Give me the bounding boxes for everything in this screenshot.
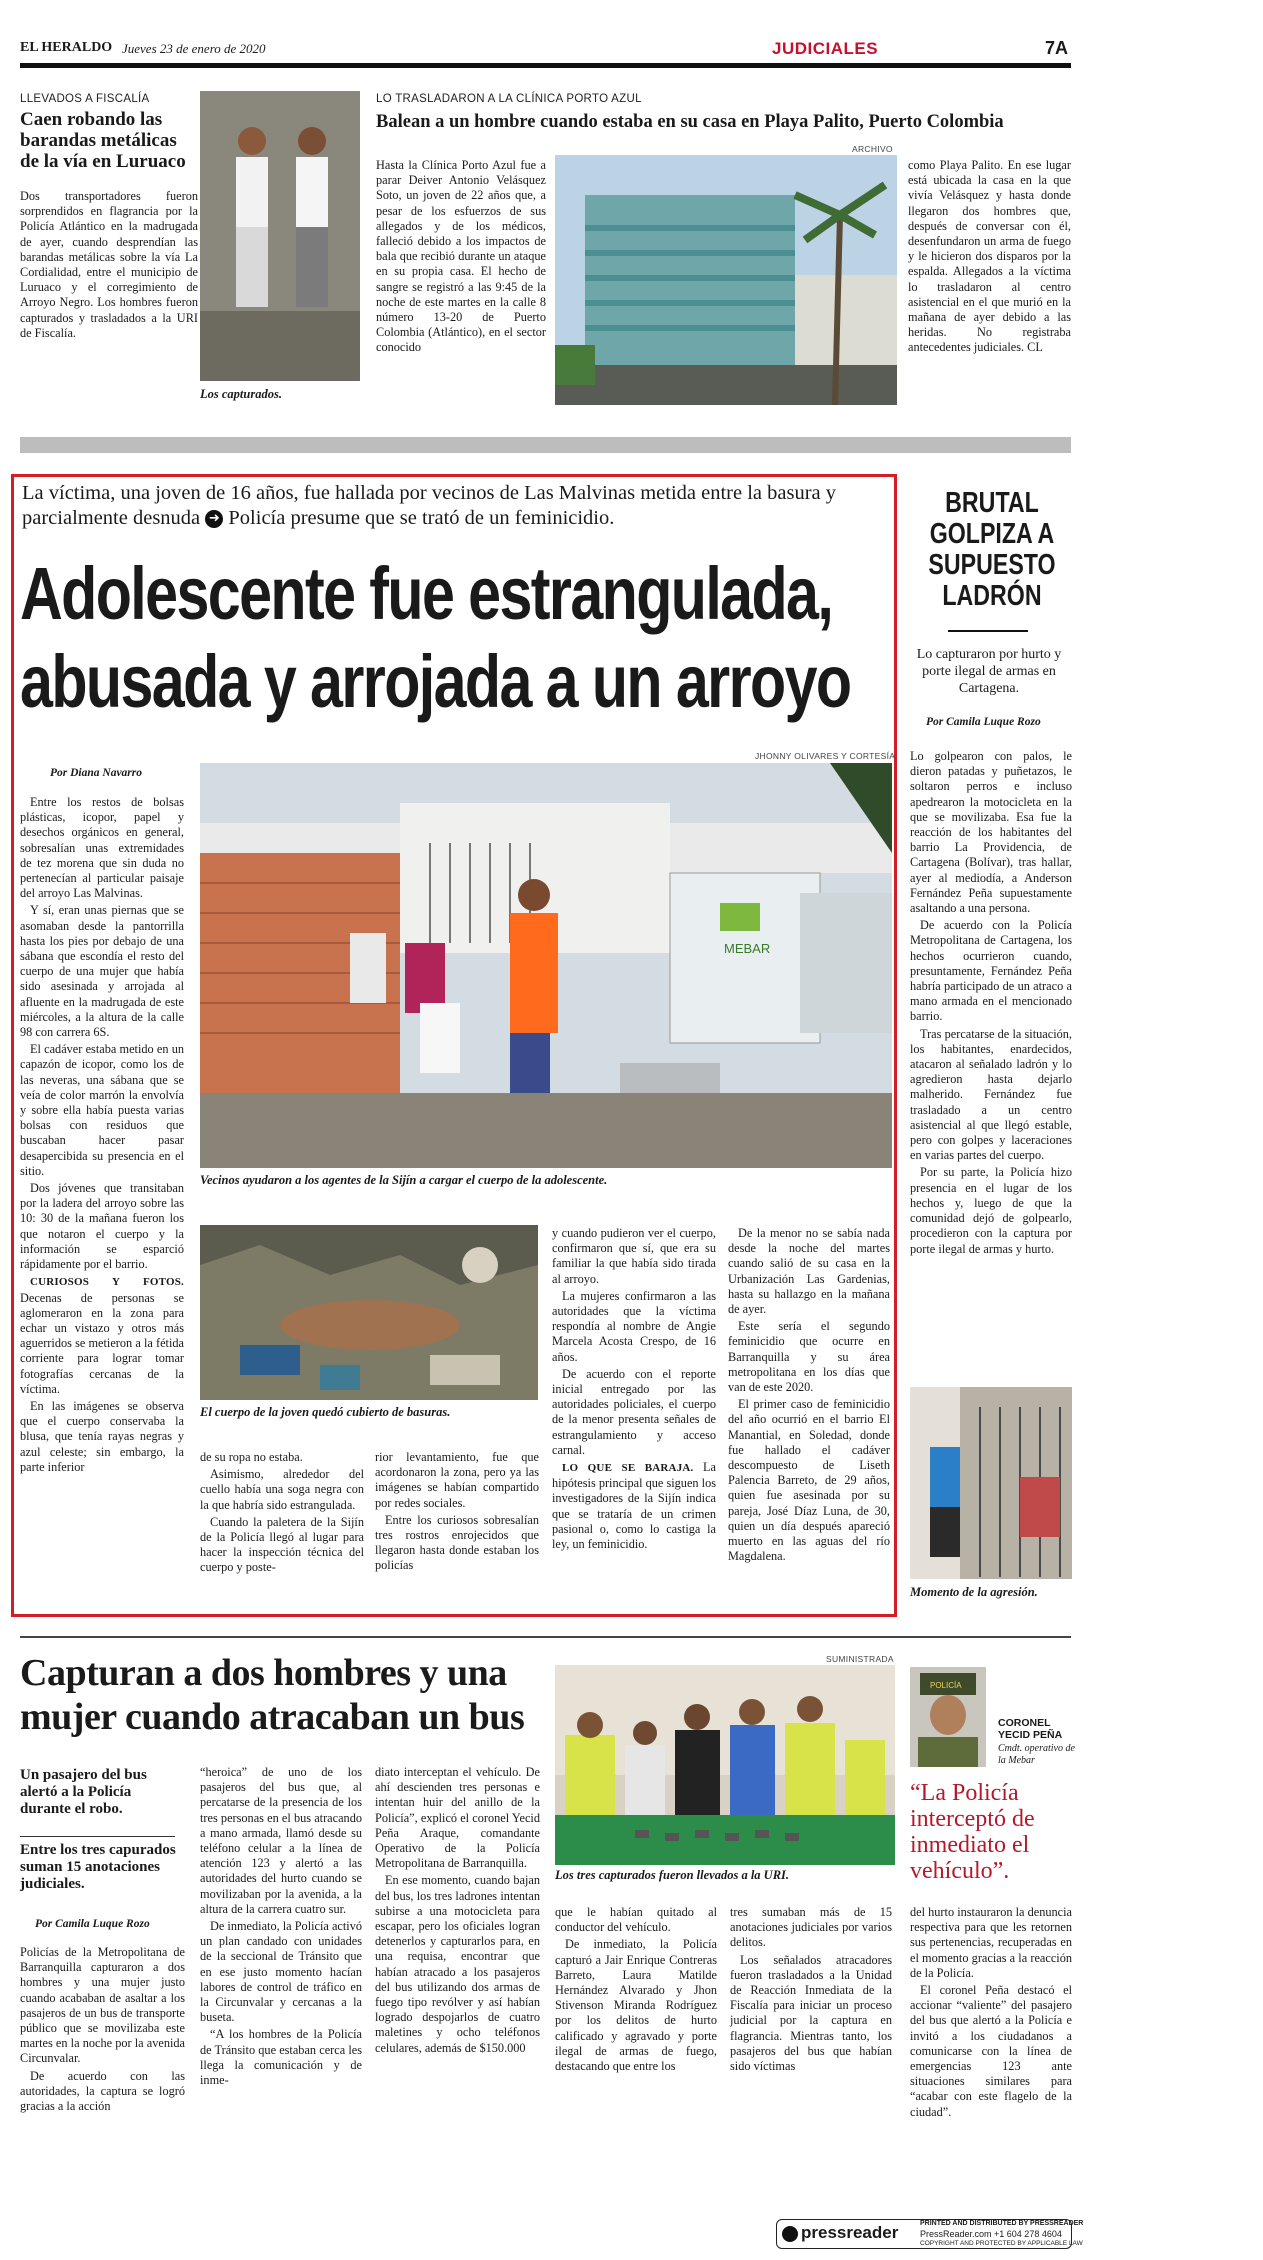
section-separator <box>20 437 1071 453</box>
bus-col2: “heroica” de uno de los pasajeros del bus que, al percatarse de la presencia de los tres personas en el bus atracando a mano armada, llamó desde su teléfono celular a la línea de atención 123 y alertó a las autoridades del hurto cuando se movilizaban por la avenida, a la altura de la carrera cuatro sur. De inmediato, la Policía activó un plan candado con unidades de la seccional de Tránsito que en ese justo momento hacían labores de control de tráfico en la Circunvalar y cercanas a la buseta. “A los hombres de la Policía de Tránsito que estaban cerca les llega la comunicación y de inme- <box>200 1765 362 2088</box>
page-number: 7A <box>1045 38 1069 58</box>
bus-headline: Capturan a dos hombres y una mujer cuando atracaban un bus <box>20 1652 525 1738</box>
story2-kicker: LO TRASLADARON A LA CLÍNICA PORTO AZUL <box>376 93 642 105</box>
main-col4: y cuando pudieron ver el cuerpo, confirmaron que sí, que era su familiar la que había sido tirada al arroyo. La mujeres confirmaron a las autoridades que la víctima respondía al nombre de Angie Marcela Acosta Crespo, de 16 años. De acuerdo con el reporte inicial entregado por las autoridades policiales, el cuerpo de la menor presenta señales de estrangulamiento y acceso carnal. LO QUE SE BARAJA. La hipótesis principal que siguen los investigadores de la Sijín indica que se trataría de un crimen pasional o, como lo castiga la ley, un feminicidio. <box>552 1226 716 1552</box>
side-body: Lo golpearon con palos, le dieron patadas y puñetazos, le soltaron perros e incluso apedrearon la motocicleta en la que se movilizaba. Esa fue la reacción de los habitantes del barrio La Providencia, de Cartagena (Bolívar), tras hallar, ayer al mediodía, a Anderson Fernández Peña supuestamente asaltando a una persona. De acuerdo con la Policía Metropolitana de Cartagena, los hechos ocurrieron cuando, presuntamente, Fernández Peña habría participado de un atraco a mano armada en el mencionado barrio. Tras percatarse de la situación, los habitantes, enardecidos, atacaron al señalado ladrón y lo agredieron hasta dejarlo malherido. Fernández fue trasladado a un centro asistencial al que llegó estable, pero con golpes y laceraciones en varias partes del cuerpo. Por su parte, la Policía hizo presencia en el lugar de los hechos y, luego de que la comunidad dejó de golpearlo, procedieron con la captura por porte ilegal de armas y hurto. <box>910 749 1072 1256</box>
side-photo <box>910 1387 1072 1579</box>
main-col4-lead: LO QUE SE BARAJA. <box>562 1462 694 1475</box>
side-headline: BRUTAL GOLPIZA A SUPUESTO LADRÓN <box>928 487 1056 612</box>
main-col3: rior levantamiento, fue que acordonaron la zona, pero ya las imágenes se habían compartido por redes sociales. Entre los curiosos sobresalían tres rostros enrojecidos que llegaron hasta donde estaban los policías <box>375 1450 539 1573</box>
side-rule <box>948 630 1028 632</box>
bus-deck2: Entre los tres capurados suman 15 anotaciones judiciales. <box>20 1842 176 1892</box>
main-headline-line1: Adolescente fue estrangulada, <box>20 552 833 635</box>
main-photo-caption: Vecinos ayudaron a los agentes de la Sijín a cargar el cuerpo de la adolescente. <box>200 1173 608 1187</box>
main-headline-line2: abusada y arrojada a un arroyo <box>20 640 851 723</box>
main-deck-conclusion: Policía presume que se trató de un feminicidio. <box>228 507 615 529</box>
bus-photo <box>555 1665 895 1865</box>
bus-top-rule <box>20 1636 1071 1638</box>
main-photo-body <box>200 1225 538 1400</box>
story2-col2: como Playa Palito. En ese lugar está ubicada la casa en la que vivía Velásquez y hasta donde llegaron dos hombres que, después de conversar con él, desenfundaron un arma de fuego y le hicieron dos disparos por la espalda. Allegados a la víctima lo trasladaron al centro asistencial en el que murió en la mañana de ayer debido a las heridas. No registraba antecedentes judiciales. CL <box>908 158 1071 355</box>
bus-photo-credit: SUMINISTRADA <box>826 1654 894 1664</box>
story2-credit: ARCHIVO <box>852 144 893 154</box>
side-byline: Por Camila Luque Rozo <box>926 716 1041 728</box>
bus-col1: Policías de la Metropolitana de Barranquilla capturaron a dos hombres y una mujer justo cuando acababan de asaltar a los pasajeros de un bus de transporte público que se movilizaba este martes en la noche por la avenida Circunvalar. De acuerdo con las autoridades, la captura se logró gracias a la acción <box>20 1945 185 2114</box>
pressreader-line1: PRINTED AND DISTRIBUTED BY PRESSREADER <box>920 2220 1084 2227</box>
pressreader-logo <box>782 2223 898 2243</box>
police-cap-label: POLICÍA <box>930 1681 962 1690</box>
masthead: EL HERALDO <box>20 40 113 55</box>
bus-col5: tres sumaban más de 15 anotaciones judiciales por varios delitos. Los señalados atracadores fueron trasladados a la Unidad de Reacción Inmediata de la Fiscalía para iniciar un proceso judicial por la captura en flagrancia. Mientras tanto, los pasajeros del bus que habían sido víctimas <box>730 1905 892 2074</box>
bus-col3: diato interceptan el vehículo. De ahí descienden tres personas e intentan huir del anillo de la Policía”, explicó el coronel Yecid Peña Araque, comandante Operativo de la Policía Metropolitana de Barranquilla. En ese momento, cuando bajan del bus, los tres ladrones intentan subirse a una motocicleta para escapar, pero los oficiales logran detenerlos y capturarlos para, en una requisa, encontrar que habían atracado a los pasajeros del bus utilizando dos armas de fuego tipo revólver y así habían logrado despojarlos de cuatro maletines y ocho teléfonos celulares, además de $150.000 <box>375 1765 540 2055</box>
section-title: JUDICIALES <box>772 39 879 58</box>
pressreader-icon <box>782 2226 798 2242</box>
bus-col4: que le habían quitado al conductor del vehículo. De inmediato, la Policía capturó a Jair Enrique Contreras Barreto, Laura Matilde Hernández Alvarado y Jhon Stivenson Miranda Rodríguez por los delitos de hurto calificado y agravado y porte ilegal de armas de fuego, destacando que entre los <box>555 1905 717 2074</box>
main-deck <box>22 481 890 531</box>
story1-kicker: LLEVADOS A FISCALÍA <box>20 93 150 105</box>
story2-headline: Balean a un hombre cuando estaba en su casa en Playa Palito, Puerto Colombia <box>376 112 1004 132</box>
main-col1: Entre los restos de bolsas plásticas, icopor, papel y desechos orgánicos en general, sobresalían unas extremidades de tez morena que sin duda no pertenecían al particular paisaje del arroyo Las Malvinas. Y sí, eran unas piernas que se asomaban desde la pantorrilla hasta los pies por debajo de una sábana que escondía el resto del cuerpo de una mujer que había sido asesinada y arrojada al afluente en la madrugada de este miércoles, a la altura de la calle 98 con carrera 6S. El cadáver estaba metido en un capazón de icopor, como los de las neveras, una sábana que se veía de color marrón la envolvía y sobre ella había puesta varias bolsas con residuos que buscaban hacer pasar desapercibida su presencia en el sitio. Dos jóvenes que transitaban por la ladera del arroyo sobre las 10: 30 de la mañana fueron los que notaron el cuerpo y la información se esparció rápidamente por el barrio. CURIOSOS Y FOTOS. Decenas de personas se aglomeraron en la zona para echar un vistazo y otros más aguerridos se metieron a la fétida corriente para lograr tomar fotografías cercanas de la víctima. En las imágenes se observa que el cuerpo conservaba la blusa, que tenía rayas negras y azul celeste; sin embargo, la parte inferior <box>20 795 184 1474</box>
colonel-name: CORONEL YECID PEÑA <box>998 1717 1063 1741</box>
bus-byline: Por Camila Luque Rozo <box>35 1918 150 1930</box>
story1-body: Dos transportadores fueron sorprendidos en flagrancia por la Policía Atlántico en la madrugada de ayer, cuando desprendían las barandas metálicas sobre la vía La Cordialidad, entre el municipio de Luruaco y el corregimiento de Arroyo Negro. Los hombres fueron capturados y trasladados a la URI de Fiscalía. <box>20 189 198 340</box>
main-deck-text: La víctima, una joven de 16 años, fue hallada por vecinos de Las Malvinas metida entre la basura y parcialmente desnuda <box>22 482 837 529</box>
colonel-portrait <box>910 1667 986 1767</box>
main-col5: De la menor no se sabía nada desde la noche del martes cuando salió de su casa en la Urbanización Las Gardenias, hasta su hallazgo en la mañana de ayer. Este sería el segundo feminicidio que ocurre en Barranquilla y su área metropolitana en los días que van de este 2020. El primer caso de feminicidio del año ocurrió en el barrio El Manantial, en Soledad, donde fue hallado el cadáver descompuesto de Liseth Palencia Barreto, de 29 años, quien fue asesinada por su pareja, José Díaz Luna, de 30, quien un día después apareció muerto en las aguas del río Magdalena. <box>728 1226 890 1564</box>
story2-photo <box>555 155 897 405</box>
story1-headline: Caen robando las barandas metálicas de la vía en Luruaco <box>20 109 186 172</box>
story2-col1: Hasta la Clínica Porto Azul fue a parar Deiver Antonio Velásquez Soto, un joven de 22 años que, a pesar de los esfuerzos de sus allegados y de los médicos, falleció debido a los impactos de bala que recibió durante un ataque en su propia casa. El hecho de sangre se registró a las 9:45 de la noche de este martes en la calle 8 número 13-20 de Puerto Colombia (Atlántico), en el sector conocido <box>376 158 546 355</box>
pressreader-line3: COPYRIGHT AND PROTECTED BY APPLICABLE LAW <box>920 2240 1083 2247</box>
pressreader-line2: PressReader.com +1 604 278 4604 <box>920 2229 1062 2239</box>
main-col1-lead: CURIOSOS Y FOTOS. <box>30 1276 184 1289</box>
colonel-role: Cmdt. operativo de la Mebar <box>998 1743 1075 1766</box>
main-photo2-caption: El cuerpo de la joven quedó cubierto de basuras. <box>200 1405 451 1419</box>
bus-photo-caption: Los tres capturados fueron llevados a la URI. <box>555 1868 790 1882</box>
bus-deck-rule <box>20 1836 175 1837</box>
main-photo-credit: JHONNY OLIVARES Y CORTESÍA <box>755 751 896 761</box>
issue-date: Jueves 23 de enero de 2020 <box>122 41 266 56</box>
main-col2: de su ropa no estaba. Asimismo, alrededor del cuello había una soga negra con la que habría sido estrangulada. Cuando la paletera de la Sijín de la Policía llegó al lugar para hacer la inspección técnica del cuerpo y poste- <box>200 1450 364 1575</box>
bus-deck1: Un pasajero del bus alertó a la Policía durante el robo. <box>20 1767 147 1817</box>
bus-col6: del hurto instauraron la denuncia respectiva para que les retornen sus pertenencias, recuperadas en el momento gracias a la reacción de la Policía. El coronel Peña destacó el accionar “valiente” del pasajero del bus que alertó a la Policía e invitó a los ciudadanos a comunicarse con la línea de emergencias 123 ante situaciones similares para “acabar con este flagelo de la ciudad”. <box>910 1905 1072 2119</box>
side-deck: Lo capturaron por hurto y porte ilegal de armas en Cartagena. <box>916 647 1062 696</box>
story1-photo <box>200 91 360 381</box>
main-photo <box>200 763 892 1168</box>
header-rule <box>20 63 1071 68</box>
arrow-right-icon: ➜ <box>205 510 223 528</box>
side-caption: Momento de la agresión. <box>910 1585 1038 1599</box>
main-byline: Por Diana Navarro <box>50 767 143 779</box>
bus-quote: “La Policía interceptó de inmediato el vehículo”. <box>910 1780 1035 1884</box>
ambulance-label: MEBAR <box>724 941 771 956</box>
pressreader-brand: pressreader <box>801 2223 899 2242</box>
story1-caption: Los capturados. <box>200 387 282 401</box>
